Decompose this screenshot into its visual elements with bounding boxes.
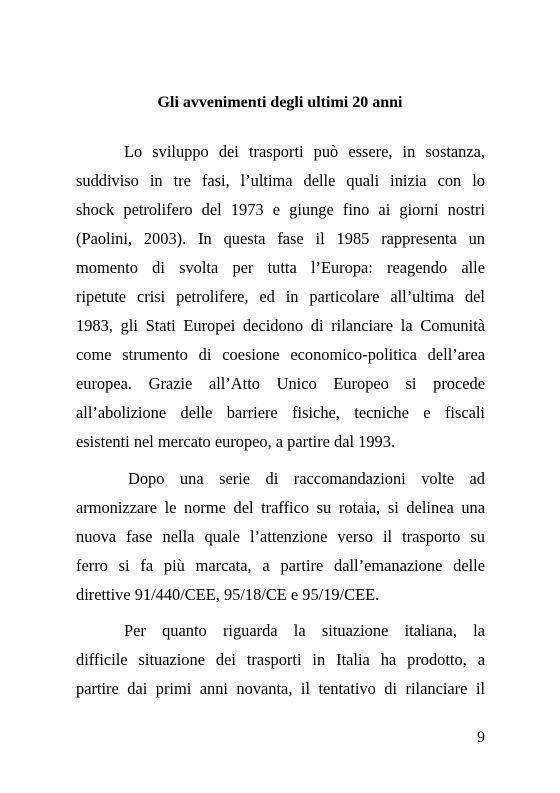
paragraph-2-line-2: armonizzare le norme del traffico su rotaia, si delinea una <box>76 498 485 517</box>
paragraph-1-line-1: Lo sviluppo dei trasporti può essere, in sostanza, <box>124 142 485 161</box>
paragraph-1-line-11: esistenti nel mercato europeo, a partire dal 1993. <box>76 432 396 451</box>
paragraph-2-line-5: direttive 91/440/CEE, 95/18/CE e 95/19/CEE. <box>76 585 380 604</box>
paragraph-2-line-4: ferro si fa più marcata, a partire dall’emanazione delle <box>76 556 485 575</box>
paragraph-1-line-4: (Paolini, 2003). In questa fase il 1985 rappresenta un <box>76 229 485 248</box>
paragraph-1-line-5: momento di svolta per tutta l’Europa: reagendo alle <box>76 258 485 277</box>
paragraph-1-line-10: all’abolizione delle barriere fisiche, tecniche e fiscali <box>76 403 485 422</box>
paragraph-1-line-7: 1983, gli Stati Europei decidono di rilanciare la Comunità <box>76 316 485 335</box>
paragraph-1-line-6: ripetute crisi petrolifere, ed in particolare all’ultima del <box>76 287 485 306</box>
paragraph-1-line-2: suddiviso in tre fasi, l’ultima delle quali inizia con lo <box>76 171 485 190</box>
paragraph-1-line-3: shock petrolifero del 1973 e giunge fino ai giorni nostri <box>76 200 485 219</box>
paragraph-2-line-1: Dopo una serie di raccomandazioni volte ad <box>128 469 485 488</box>
paragraph-1-line-8: come strumento di coesione economico-politica dell’area <box>76 345 485 364</box>
section-title: Gli avvenimenti degli ultimi 20 anni <box>157 94 403 111</box>
paragraph-2-line-3: nuova fase nella quale l’attenzione verso il trasporto su <box>76 527 485 546</box>
paragraph-1-line-9: europea. Grazie all’Atto Unico Europeo si procede <box>76 374 485 393</box>
paragraph-3-line-2: difficile situazione dei trasporti in Italia ha prodotto, a <box>76 650 485 669</box>
paragraph-3-line-3: partire dai primi anni novanta, il tentativo di rilanciare il <box>76 679 485 698</box>
page-number: 9 <box>477 729 485 746</box>
paragraph-3-line-1: Per quanto riguarda la situazione italiana, la <box>124 621 485 640</box>
